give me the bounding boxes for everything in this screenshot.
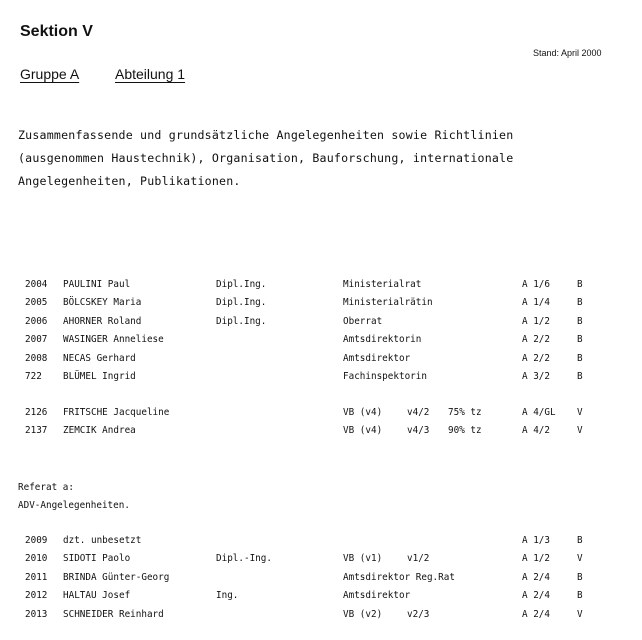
cell-cls: B — [577, 315, 583, 327]
staff-list-contract — [0, 404, 642, 441]
table-row — [0, 587, 642, 605]
department-heading: Abteilung 1 — [115, 66, 186, 82]
cell-num: 2005 — [25, 297, 48, 309]
cell-grade: A 2/2 — [522, 334, 550, 346]
staff-list-main — [0, 276, 642, 386]
section-title: Sektion V — [20, 23, 93, 40]
table-row — [0, 550, 642, 568]
cell-title: Dipl.Ing. — [216, 297, 267, 309]
table-row — [0, 532, 642, 550]
table-row — [0, 276, 642, 294]
referat-label: Referat a: — [18, 482, 74, 493]
cell-position: Ministerialrätin — [343, 297, 433, 309]
cell-cls: V — [577, 425, 583, 437]
cell-title: Dipl.-Ing. — [216, 553, 272, 565]
cell-position: Amtsdirektor — [343, 590, 411, 602]
cell-num: 2009 — [25, 535, 48, 546]
staff-list-referat — [0, 532, 642, 624]
cell-num: 2137 — [25, 425, 48, 437]
cell-grade: A 1/2 — [522, 315, 550, 327]
cell-grade: A 2/4 — [522, 571, 550, 583]
cell-name: PAULINI Paul — [63, 279, 131, 290]
cell-name: SCHNEIDER Reinhard — [63, 608, 164, 620]
cell-cls: B — [577, 535, 583, 546]
cell-cls: B — [577, 370, 583, 382]
description-line: Zusammenfassende und grundsätzliche Angelegenheiten sowie Richtlinien — [18, 128, 514, 142]
cell-name: AHORNER Roland — [63, 315, 142, 327]
cell-position: Amtsdirektorin — [343, 334, 422, 346]
cell-title: Dipl.Ing. — [216, 315, 267, 327]
cell-title: Dipl.Ing. — [216, 279, 267, 290]
cell-name: WASINGER Anneliese — [63, 334, 164, 346]
cell-name: dzt. unbesetzt — [63, 535, 142, 546]
cell-pct: 75% tz — [448, 407, 482, 418]
cell-name: NECAS Gerhard — [63, 352, 136, 364]
cell-cls: V — [577, 407, 583, 418]
table-row — [0, 606, 642, 624]
cell-num: 2012 — [25, 590, 48, 602]
cell-grade: A 1/6 — [522, 279, 550, 290]
cell-cls: B — [577, 279, 583, 290]
cell-num: 2006 — [25, 315, 48, 327]
cell-grade: A 1/2 — [522, 553, 550, 565]
cell-num: 2126 — [25, 407, 48, 418]
table-row — [0, 368, 642, 386]
table-row — [0, 313, 642, 331]
cell-position: VB (v2) — [343, 608, 383, 620]
cell-name: HALTAU Josef — [63, 590, 131, 602]
description-line: (ausgenommen Haustechnik), Organisation, Bauforschung, internationale — [18, 151, 514, 165]
cell-position: VB (v1) — [343, 553, 383, 565]
cell-num: 722 — [25, 370, 42, 382]
cell-num: 2007 — [25, 334, 48, 346]
cell-grade: A 4/2 — [522, 425, 550, 437]
cell-position: VB (v4) — [343, 407, 383, 418]
table-row — [0, 422, 642, 440]
cell-num: 2010 — [25, 553, 48, 565]
cell-num: 2011 — [25, 571, 48, 583]
cell-grade: A 2/2 — [522, 352, 550, 364]
cell-grade: A 1/3 — [522, 535, 550, 546]
cell-code: v2/3 — [407, 608, 430, 620]
cell-name: BLÜMEL Ingrid — [63, 370, 136, 382]
cell-position: Amtsdirektor — [343, 352, 411, 364]
cell-code: v4/3 — [407, 425, 430, 437]
department-description — [18, 124, 628, 193]
cell-position: VB (v4) — [343, 425, 383, 437]
cell-name: ZEMCIK Andrea — [63, 425, 136, 437]
cell-num: 2004 — [25, 279, 48, 290]
cell-cls: B — [577, 571, 583, 583]
table-row — [0, 294, 642, 312]
cell-cls: B — [577, 352, 583, 364]
table-row — [0, 404, 642, 422]
cell-cls: B — [577, 334, 583, 346]
cell-grade: A 1/4 — [522, 297, 550, 309]
cell-code: v4/2 — [407, 407, 430, 418]
cell-cls: V — [577, 553, 583, 565]
cell-position: Ministerialrat — [343, 279, 422, 290]
cell-position: Oberrat — [343, 315, 383, 327]
cell-cls: V — [577, 608, 583, 620]
cell-num: 2013 — [25, 608, 48, 620]
cell-position: Amtsdirektor Reg.Rat — [343, 571, 455, 583]
cell-name: BRINDA Günter-Georg — [63, 571, 170, 583]
cell-cls: B — [577, 297, 583, 309]
referat-topic: ADV-Angelegenheiten. — [18, 500, 130, 511]
cell-name: BÖLCSKEY Maria — [63, 297, 142, 309]
cell-grade: A 3/2 — [522, 370, 550, 382]
cell-name: FRITSCHE Jacqueline — [63, 407, 170, 418]
cell-num: 2008 — [25, 352, 48, 364]
cell-title: Ing. — [216, 590, 239, 602]
cell-name: SIDOTI Paolo — [63, 553, 131, 565]
description-line: Angelegenheiten, Publikationen. — [18, 174, 241, 188]
cell-grade: A 4/GL — [522, 407, 556, 418]
cell-grade: A 2/4 — [522, 608, 550, 620]
table-row — [0, 331, 642, 349]
cell-code: v1/2 — [407, 553, 430, 565]
cell-cls: B — [577, 590, 583, 602]
group-heading: Gruppe A — [20, 66, 80, 82]
cell-position: Fachinspektorin — [343, 370, 427, 382]
cell-grade: A 2/4 — [522, 590, 550, 602]
cell-pct: 90% tz — [448, 425, 482, 437]
table-row — [0, 350, 642, 368]
status-date: Stand: April 2000 — [533, 48, 602, 58]
table-row — [0, 569, 642, 587]
